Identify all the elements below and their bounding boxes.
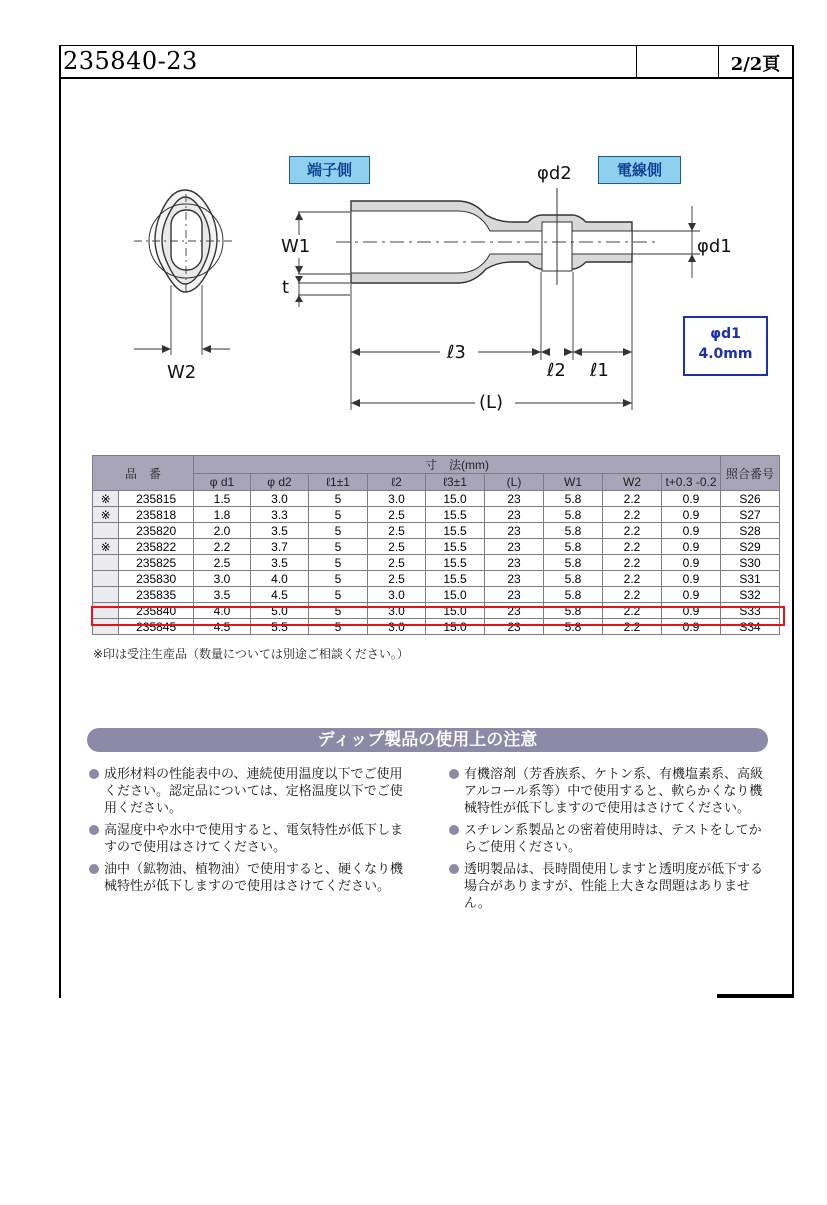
dimension-cell: 5.8 (544, 523, 603, 539)
document-id: 235840-23 (63, 47, 198, 75)
dimension-cell: 2.2 (603, 555, 662, 571)
table-row (93, 571, 780, 587)
notice-item-text: 成形材料の性能表中の、連続使用温度以下でご使用ください。認定品については、定格温度以下でご使用ください。 (104, 767, 403, 816)
table-row (93, 539, 780, 555)
label-w1: W1 (281, 236, 311, 257)
dimension-cell: 15.5 (426, 571, 485, 587)
dimension-column-header: φ d1 (194, 474, 251, 491)
dimension-cell: 5.0 (251, 603, 309, 619)
dimension-cell: 23 (485, 555, 544, 571)
end-view (134, 190, 236, 355)
notice-item (89, 822, 409, 856)
dimension-cell: 4.0 (251, 571, 309, 587)
table-row (93, 507, 780, 523)
reference-cell: S28 (721, 523, 780, 539)
dimension-cell: 2.2 (603, 587, 662, 603)
reference-cell: S31 (721, 571, 780, 587)
made-to-order-mark: ※ (93, 507, 119, 523)
dimension-cell: 2.5 (194, 555, 251, 571)
dimension-cell: 3.0 (194, 571, 251, 587)
bullet-icon (89, 825, 99, 835)
dimension-cell: 2.2 (603, 507, 662, 523)
notice-title-bar: ディップ製品の使用上の注意 (87, 728, 768, 752)
dimension-cell: 15.5 (426, 555, 485, 571)
wire-side-tag: 電線側 (598, 156, 681, 184)
made-to-order-mark (93, 555, 119, 571)
bullet-icon (89, 769, 99, 779)
dimension-cell: 3.5 (194, 587, 251, 603)
dimension-cell: 5.8 (544, 587, 603, 603)
dimension-cell: 15.0 (426, 587, 485, 603)
dimension-cell: 3.7 (251, 539, 309, 555)
reference-header: 照合番号 (721, 456, 780, 491)
reference-cell: S32 (721, 587, 780, 603)
notice-item-text: 油中（鉱物油、植物油）で使用すると、硬くなり機械特性が低下しますので使用はさけてください。 (104, 862, 404, 894)
dimension-cell: 2.5 (368, 571, 426, 587)
dimensions-header: 寸 法(mm) (194, 456, 721, 474)
dimension-cell: 23 (485, 619, 544, 635)
dimension-cell: 4.0 (194, 603, 251, 619)
made-to-order-mark (93, 587, 119, 603)
table-footnote: ※印は受注生産品（数量については別途ご相談ください。） (93, 647, 409, 661)
dimension-cell: 5.8 (544, 555, 603, 571)
dimension-cell: 15.0 (426, 491, 485, 507)
dimension-cell: 15.5 (426, 507, 485, 523)
dimension-cell: 5.8 (544, 507, 603, 523)
label-d1: φd1 (697, 236, 732, 257)
label-w2: W2 (167, 362, 197, 383)
dimension-cell: 23 (485, 603, 544, 619)
dimension-cell: 5 (309, 571, 368, 587)
table-row (93, 587, 780, 603)
notice-right-column (449, 766, 774, 917)
dimension-cell: 5 (309, 491, 368, 507)
notice-item-text: 有機溶剤（芳香族系、ケトン系、有機塩素系、高級アルコール系等）中で使用すると、軟らかくなり機械特性が低下しますので使用はさけてください。 (464, 767, 764, 816)
made-to-order-mark (93, 571, 119, 587)
dimension-cell: 15.0 (426, 603, 485, 619)
dimension-cell: 5 (309, 555, 368, 571)
dimension-cell: 23 (485, 539, 544, 555)
part-number-cell: 235840 (119, 603, 194, 619)
page-number: 2/2頁 (730, 54, 781, 75)
table-row (93, 491, 780, 507)
dimension-column-header: (L) (485, 474, 544, 491)
dimension-cell: 1.5 (194, 491, 251, 507)
dimension-cell: 5 (309, 587, 368, 603)
dimension-cell: 23 (485, 507, 544, 523)
dimension-cell: 4.5 (194, 619, 251, 635)
dimension-column-header: t+0.3 -0.2 (662, 474, 721, 491)
reference-cell: S29 (721, 539, 780, 555)
dimension-cell: 3.0 (368, 603, 426, 619)
part-number-header: 品 番 (93, 456, 194, 491)
dimension-column-header: W1 (544, 474, 603, 491)
dimension-cell: 2.5 (368, 539, 426, 555)
dimension-cell: 2.5 (368, 555, 426, 571)
dimension-cell: 5 (309, 523, 368, 539)
notice-item (89, 861, 409, 895)
dimension-cell: 5.8 (544, 603, 603, 619)
dimension-cell: 3.0 (368, 491, 426, 507)
dimension-cell: 5.8 (544, 491, 603, 507)
notice-item (449, 766, 774, 817)
notice-item (449, 861, 774, 912)
bullet-icon (89, 864, 99, 874)
dimension-cell: 0.9 (662, 571, 721, 587)
part-number-cell: 235825 (119, 555, 194, 571)
dimension-cell: 5 (309, 619, 368, 635)
label-total-length: (L) (479, 392, 504, 413)
dimension-cell: 15.5 (426, 523, 485, 539)
dimension-cell: 0.9 (662, 555, 721, 571)
dimension-cell: 3.3 (251, 507, 309, 523)
notice-item (89, 766, 409, 817)
table-row (93, 523, 780, 539)
frame-bottom-mark (717, 994, 794, 998)
side-view (295, 188, 700, 410)
dimension-cell: 0.9 (662, 491, 721, 507)
part-number-cell: 235822 (119, 539, 194, 555)
dimension-cell: 5.5 (251, 619, 309, 635)
bullet-icon (449, 825, 459, 835)
dimension-cell: 2.0 (194, 523, 251, 539)
dimension-column-header: φ d2 (251, 474, 309, 491)
dimension-cell: 23 (485, 491, 544, 507)
dimension-cell: 0.9 (662, 507, 721, 523)
dimension-column-header: ℓ1±1 (309, 474, 368, 491)
dimension-column-header: W2 (603, 474, 662, 491)
dimension-cell: 0.9 (662, 619, 721, 635)
dimension-column-header: ℓ2 (368, 474, 426, 491)
dimension-cell: 2.2 (603, 523, 662, 539)
dimension-cell: 3.0 (368, 619, 426, 635)
dimension-cell: 2.2 (603, 571, 662, 587)
dimension-cell: 15.0 (426, 619, 485, 635)
dimension-column-header: ℓ3±1 (426, 474, 485, 491)
notice-item-text: 透明製品は、長時間使用しますと透明度が低下する場合がありますが、性能上大きな問題はありません。 (464, 862, 764, 911)
dimension-cell: 5.8 (544, 619, 603, 635)
notice-item-text: スチレン系製品との密着使用時は、テストをしてからご使用ください。 (464, 823, 762, 855)
part-number-cell: 235845 (119, 619, 194, 635)
dimension-cell: 2.5 (368, 507, 426, 523)
bullet-icon (449, 769, 459, 779)
terminal-side-tag: 端子側 (289, 156, 370, 184)
made-to-order-mark: ※ (93, 491, 119, 507)
dimension-cell: 3.5 (251, 555, 309, 571)
dimension-cell: 5 (309, 603, 368, 619)
reference-cell: S34 (721, 619, 780, 635)
highlighted-row-outline (91, 606, 785, 626)
dimension-cell: 23 (485, 523, 544, 539)
d1-spec-box (683, 316, 768, 376)
made-to-order-mark (93, 523, 119, 539)
part-number-cell: 235815 (119, 491, 194, 507)
dimension-cell: 5.8 (544, 571, 603, 587)
bullet-icon (449, 864, 459, 874)
dimension-cell: 2.2 (603, 603, 662, 619)
label-l3: ℓ3 (447, 342, 466, 363)
d1-spec-value: 4.0mm (698, 346, 753, 362)
dimension-cell: 5 (309, 507, 368, 523)
dimension-cell: 15.5 (426, 539, 485, 555)
dimension-cell: 2.2 (194, 539, 251, 555)
notice-item (449, 822, 774, 856)
dimension-cell: 0.9 (662, 603, 721, 619)
dimension-cell: 5 (309, 539, 368, 555)
dimension-cell: 0.9 (662, 587, 721, 603)
d1-spec-title: φd1 (710, 326, 741, 342)
dimension-cell: 2.5 (368, 523, 426, 539)
reference-cell: S27 (721, 507, 780, 523)
dimension-cell: 2.2 (603, 619, 662, 635)
dimension-cell: 23 (485, 571, 544, 587)
part-number-cell: 235835 (119, 587, 194, 603)
notice-left-column (89, 766, 409, 900)
reference-cell: S30 (721, 555, 780, 571)
dimension-cell: 2.2 (603, 539, 662, 555)
dimension-cell: 3.5 (251, 523, 309, 539)
part-number-cell: 235820 (119, 523, 194, 539)
label-t: t (282, 277, 290, 298)
dimension-cell: 4.5 (251, 587, 309, 603)
made-to-order-mark: ※ (93, 539, 119, 555)
dimension-cell: 23 (485, 587, 544, 603)
dimension-cell: 0.9 (662, 523, 721, 539)
reference-cell: S26 (721, 491, 780, 507)
part-number-cell: 235830 (119, 571, 194, 587)
dimension-cell: 5.8 (544, 539, 603, 555)
label-l2: ℓ2 (547, 360, 566, 381)
dimension-cell: 0.9 (662, 539, 721, 555)
dimension-cell: 3.0 (251, 491, 309, 507)
dimension-cell: 3.0 (368, 587, 426, 603)
notice-item-text: 高湿度中や水中で使用すると、電気特性が低下しますので使用はさけてください。 (104, 823, 404, 855)
label-d2: φd2 (537, 163, 572, 184)
label-l1: ℓ1 (590, 360, 609, 381)
part-number-cell: 235818 (119, 507, 194, 523)
reference-cell: S33 (721, 603, 780, 619)
table-row (93, 555, 780, 571)
dimension-cell: 2.2 (603, 491, 662, 507)
dimension-cell: 1.8 (194, 507, 251, 523)
